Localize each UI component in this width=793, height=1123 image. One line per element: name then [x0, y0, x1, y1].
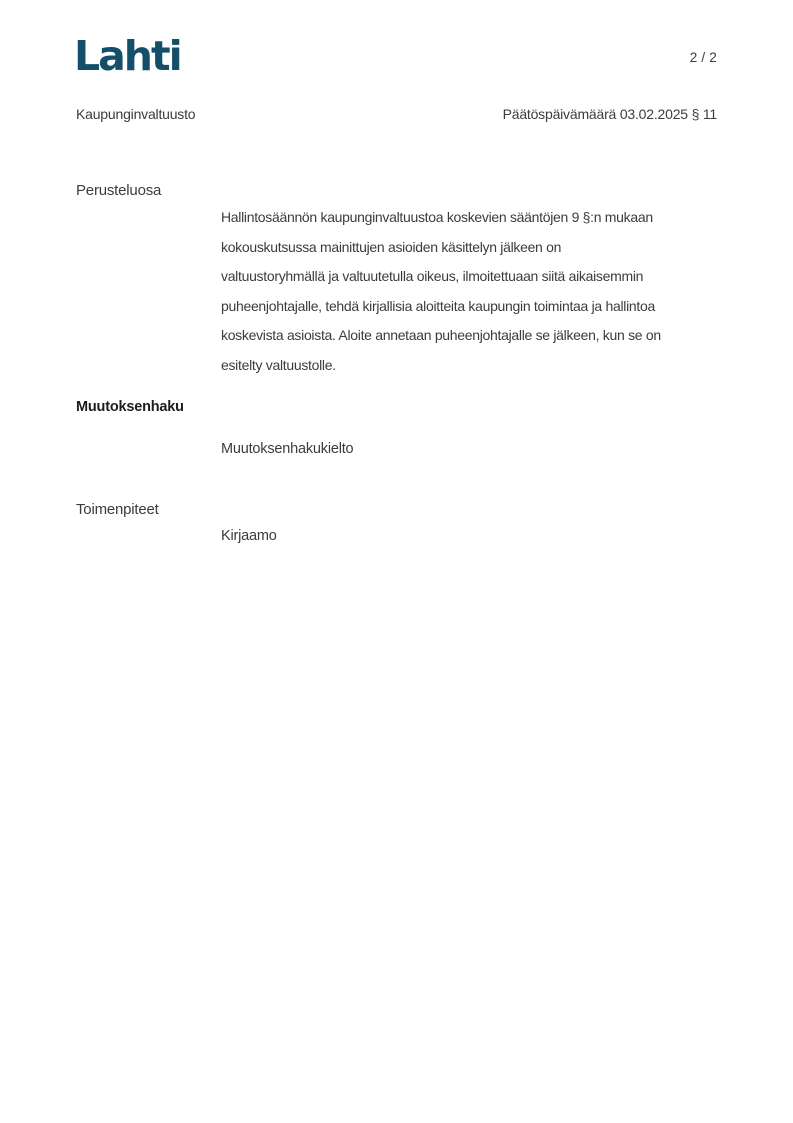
organization-name: Kaupunginvaltuusto: [76, 106, 196, 122]
decision-date: Päätöspäivämäärä 03.02.2025 § 11: [502, 106, 717, 122]
body-line: kokouskutsussa mainittujen asioiden käsittelyn jälkeen on: [221, 238, 562, 255]
toimenpiteet-value: Kirjaamo: [221, 528, 277, 544]
page-number: 2 / 2: [689, 50, 717, 65]
perusteluosa-body: [221, 203, 661, 380]
body-line: valtuustoryhmällä ja valtuutetulla oikeus, ilmoitettuaan siitä aikaisemmin: [221, 268, 644, 284]
body-line: esitelty valtuustolle.: [221, 356, 336, 373]
section-label-toimenpiteet: Toimenpiteet: [76, 501, 159, 518]
body-line: koskevista asioista. Aloite annetaan puheenjohtajalle se jälkeen, kun se on: [221, 327, 661, 343]
body-line: Hallintosäännön kaupunginvaltuustoa koskevien sääntöjen 9 §:n mukaan: [221, 209, 653, 225]
section-label-perusteluosa: Perusteluosa: [76, 182, 162, 199]
muutoksenhaku-value: Muutoksenhakukielto: [221, 441, 354, 457]
body-line: puheenjohtajalle, tehdä kirjallisia aloitteita kaupungin toimintaa ja hallintoa: [221, 297, 655, 314]
section-label-muutoksenhaku: Muutoksenhaku: [76, 399, 184, 415]
lahti-logo: Lahti: [74, 32, 181, 80]
